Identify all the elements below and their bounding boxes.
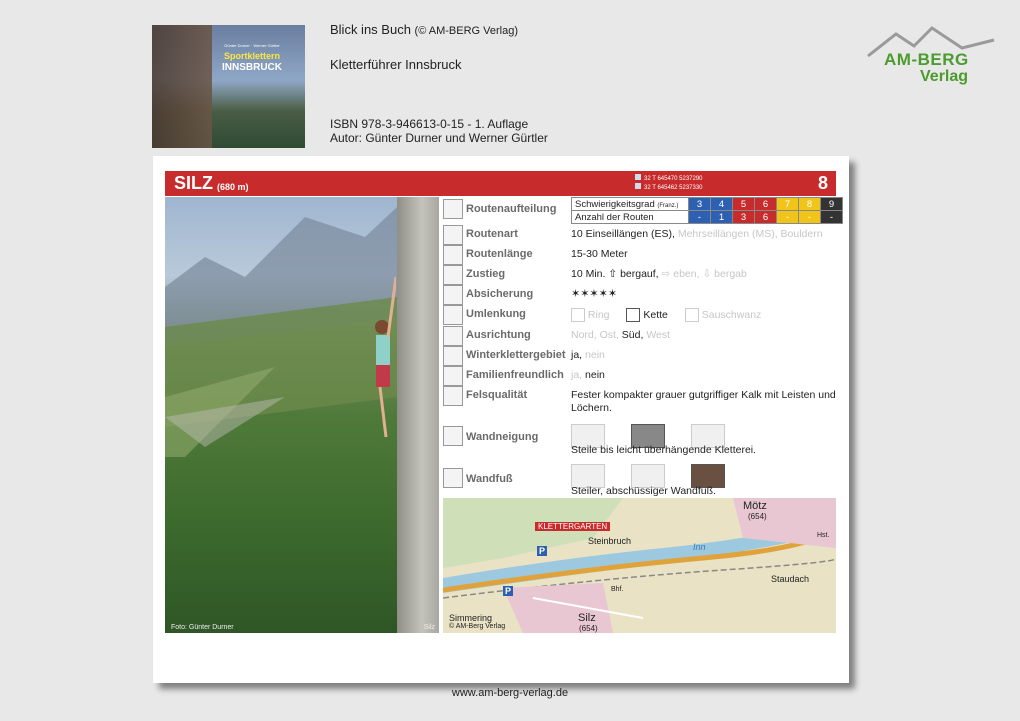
grade-level: 5 [733, 198, 755, 211]
ring-icon [571, 308, 585, 322]
label-wandfuss: Wandfuß [466, 473, 513, 485]
wall-base-icon [443, 468, 463, 488]
ausrichtung-west: West [646, 329, 671, 341]
authors-line: Autor: Günter Durner und Werner Gürtler [330, 131, 548, 145]
zustieg-bergauf: 10 Min. ⇧ bergauf, [571, 268, 659, 280]
familie-ja: ja, [571, 369, 583, 381]
area-number: 8 [817, 173, 828, 193]
routenart-ms: Mehrseillängen (MS), [677, 228, 778, 240]
umlenkung-kette: Kette [643, 308, 668, 321]
winter-ja: ja, [571, 349, 583, 361]
quickdraw-icon [443, 285, 463, 305]
row-routenlaenge [443, 245, 837, 265]
map-label-moetz-alt: (654) [748, 512, 767, 521]
label-familie: Familienfreundlich [466, 369, 564, 381]
value-winter [571, 349, 605, 361]
book-title: Kletterführer Innsbruck [330, 57, 462, 72]
row-routenaufteilung [443, 198, 837, 220]
row-ausrichtung [443, 326, 837, 346]
area-title-bar [165, 171, 836, 196]
map-label-moetz: Mötz [743, 500, 767, 512]
logo-text-amberg: AM-BERG [884, 50, 969, 69]
route-count: 6 [755, 211, 777, 224]
ausrichtung-sued: Süd, [621, 329, 644, 341]
umlenkung-ring: Ring [587, 308, 610, 321]
book-cover-image[interactable] [152, 25, 305, 148]
header-title-main: Blick ins Buch [330, 22, 411, 37]
grade-level: 7 [777, 198, 799, 211]
value-wandneigung: Steile bis leicht überhängende Kletterei. [571, 444, 757, 456]
value-routenart [571, 228, 823, 240]
logo-text-verlag: Verlag [920, 68, 969, 85]
map-copyright: © AM-Berg Verlag [449, 623, 506, 630]
footer-url[interactable]: www.am-berg-verlag.de [451, 687, 569, 699]
label-routenaufteilung: Routenaufteilung [466, 203, 557, 215]
grade-label-text: Schwierigkeitsgrad [575, 198, 655, 210]
route-count-label: Anzahl der Routen [572, 211, 689, 224]
bar-chart-icon [443, 199, 463, 219]
label-routenlaenge: Routenlänge [466, 248, 533, 260]
zustieg-eben: ⇨ eben, [661, 268, 700, 280]
value-zustieg [571, 268, 747, 280]
grade-label-sub: (Franz.) [657, 202, 679, 209]
climbing-photo [165, 197, 439, 633]
label-routenart: Routenart [466, 228, 518, 240]
photo-credit: Foto: Günter Durner [171, 624, 234, 631]
map-label-simmering: Simmering [449, 613, 493, 623]
row-fels [443, 386, 837, 418]
pigtail-icon [685, 308, 699, 322]
value-wandfuss: Steiler, abschüssiger Wandfuß. [571, 485, 716, 497]
umlenkung-sauschwanz: Sauschwanz [701, 308, 762, 321]
route-type-icon [443, 225, 463, 245]
map-graphic [443, 498, 836, 633]
row-routenart [443, 225, 837, 245]
grade-level: 8 [799, 198, 821, 211]
value-fels-line2: Löchern. [571, 402, 612, 414]
cover-subtitle: INNSBRUCK [222, 62, 282, 73]
label-umlenkung: Umlenkung [466, 308, 526, 320]
grade-level: 4 [711, 198, 733, 211]
route-count: - [689, 211, 711, 224]
isbn-line: ISBN 978-3-946613-0-15 - 1. Auflage [330, 117, 529, 131]
snowflake-icon [443, 346, 463, 366]
header-copyright: (© AM-BERG Verlag) [414, 25, 519, 37]
family-icon [443, 366, 463, 386]
climber-figure [370, 257, 396, 447]
value-fels-line1: Fester kompakter grauer gutgriffiger Kalk mit Leisten und [571, 389, 836, 401]
wall-angle-icon [443, 426, 463, 446]
parking-gps-icon [635, 183, 641, 189]
label-absicherung: Absicherung [466, 288, 534, 300]
route-count: - [799, 211, 821, 224]
routenart-bouldern: Bouldern [780, 228, 823, 240]
route-count: 1 [711, 211, 733, 224]
row-absicherung [443, 285, 837, 305]
row-umlenkung [443, 305, 837, 325]
row-zustieg [443, 265, 837, 285]
map-label-inn: Inn [693, 542, 706, 552]
area-name: SILZ [174, 173, 213, 193]
label-ausrichtung: Ausrichtung [466, 329, 531, 341]
grade-level: 3 [689, 198, 711, 211]
row-familie [443, 366, 837, 386]
label-fels: Felsqualität [466, 389, 528, 401]
chain-icon [626, 308, 640, 322]
grade-level: 9 [821, 198, 843, 211]
gps-coord-1: 32 T 645470 5237290 [644, 176, 703, 182]
rock-wall [397, 197, 439, 633]
parking-icon-2: P [504, 586, 511, 596]
am-berg-logo[interactable] [866, 26, 996, 88]
gps-coord-2: 32 T 645462 5237330 [644, 185, 703, 191]
area-altitude: (680 m) [217, 182, 249, 192]
rock-icon [443, 386, 463, 406]
value-routenlaenge: 15-30 Meter [571, 248, 628, 260]
photo-caption: Silz [423, 624, 435, 631]
map-label-staudach: Staudach [771, 574, 810, 584]
row-wandfuss [443, 464, 837, 498]
routenart-es: 10 Einseillängen (ES), [571, 228, 675, 240]
parking-icon: P [538, 546, 545, 556]
route-count: 3 [733, 211, 755, 224]
ausrichtung-nord-ost: Nord, Ost, [571, 329, 619, 341]
compass-icon [443, 326, 463, 346]
gps-icon [635, 174, 641, 180]
value-ausrichtung [571, 329, 670, 341]
route-count: - [821, 211, 843, 224]
grade-level: 6 [755, 198, 777, 211]
label-wandneigung: Wandneigung [466, 431, 539, 443]
cover-authors: Günter Durner · Werner Gürtler [224, 43, 280, 48]
cover-title: Sportklettern [223, 51, 280, 61]
route-count: - [777, 211, 799, 224]
value-absicherung: ✶✶✶✶✶ [571, 288, 618, 300]
header-title [330, 22, 518, 37]
map-label-silz-alt: (654) [579, 624, 598, 633]
label-zustieg: Zustieg [466, 268, 506, 280]
familie-nein: nein [585, 369, 605, 381]
label-winter: Winterklettergebiet [466, 349, 566, 361]
map-label-silz: Silz [578, 612, 596, 624]
row-winter [443, 346, 837, 366]
value-umlenkung [571, 308, 761, 322]
map-badge-klettergarten: KLETTERGARTEN [535, 522, 610, 531]
winter-nein: nein [585, 349, 605, 361]
map-label-steinbruch: Steinbruch [588, 536, 632, 546]
zustieg-bergab: ⇩ bergab [702, 268, 747, 280]
gps-coordinates [635, 174, 703, 192]
area-map[interactable] [443, 498, 836, 633]
hiker-icon [443, 265, 463, 285]
anchor-icon [443, 305, 463, 325]
value-familie [571, 369, 605, 381]
map-label-hst: Hst. [817, 532, 830, 539]
route-length-icon [443, 245, 463, 265]
map-label-bhf: Bhf. [611, 586, 624, 593]
row-wandneigung [443, 424, 837, 458]
